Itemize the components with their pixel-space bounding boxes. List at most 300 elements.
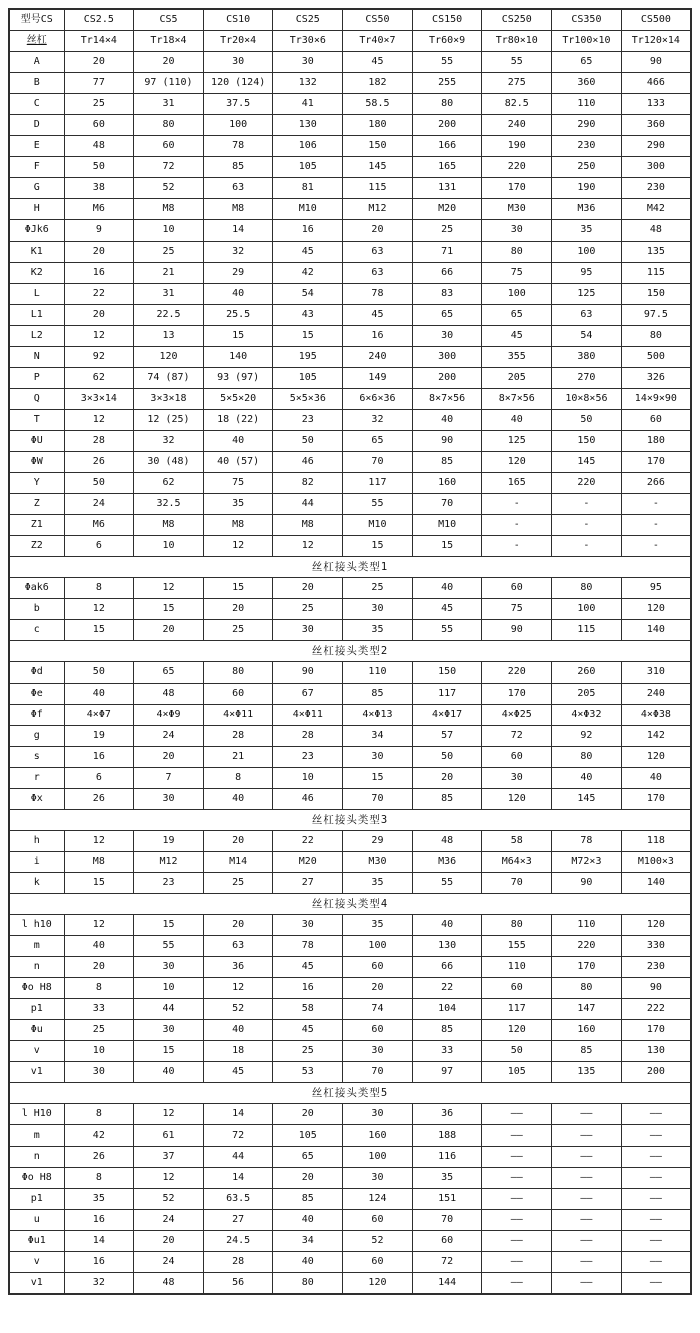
cell: 81 — [273, 178, 343, 199]
cell: 15 — [412, 536, 482, 557]
cell: 36 — [412, 1104, 482, 1125]
section-title-row — [9, 1083, 691, 1104]
cell: 70 — [343, 451, 413, 472]
cell: 145 — [343, 157, 413, 178]
cell: M12 — [343, 199, 413, 220]
table-row — [9, 220, 691, 241]
cell: 4×Φ25 — [482, 704, 552, 725]
row-label: Φo H8 — [9, 1167, 64, 1188]
table-row — [9, 136, 691, 157]
cell: 30 — [134, 957, 204, 978]
table-row — [9, 578, 691, 599]
cell: 10 — [134, 536, 204, 557]
cell: 100 — [343, 1146, 413, 1167]
section-title: 丝杠接头类型4 — [9, 893, 691, 914]
row-label: n — [9, 957, 64, 978]
cell: —— — [552, 1209, 622, 1230]
cell: 26 — [64, 788, 134, 809]
cell: 240 — [343, 346, 413, 367]
spec-table — [8, 8, 692, 1295]
row-label: v1 — [9, 1272, 64, 1294]
table-row — [9, 872, 691, 893]
cell: 80 — [552, 578, 622, 599]
row-label: Φak6 — [9, 578, 64, 599]
cell: 13 — [134, 325, 204, 346]
table-row — [9, 999, 691, 1020]
cell: 15 — [134, 1041, 204, 1062]
cell: 70 — [343, 1062, 413, 1083]
cell: 35 — [552, 220, 622, 241]
cell: 14 — [203, 1167, 273, 1188]
row-label: Φe — [9, 683, 64, 704]
cell: —— — [621, 1188, 691, 1209]
cell: 37.5 — [203, 94, 273, 115]
cell: 90 — [621, 52, 691, 73]
cell: 90 — [552, 872, 622, 893]
cell: 135 — [621, 241, 691, 262]
table-row — [9, 494, 691, 515]
cell: 20 — [412, 767, 482, 788]
cell: 55 — [343, 494, 413, 515]
cell: 50 — [64, 662, 134, 683]
cell: 14 — [203, 220, 273, 241]
cell: 78 — [273, 936, 343, 957]
table-row — [9, 704, 691, 725]
cell: 30 — [343, 599, 413, 620]
cell: 140 — [621, 872, 691, 893]
cell: - — [552, 494, 622, 515]
row-label: F — [9, 157, 64, 178]
cell: 60 — [134, 136, 204, 157]
cell: 4×Φ13 — [343, 704, 413, 725]
cell: 8 — [64, 578, 134, 599]
cell: 70 — [412, 1209, 482, 1230]
cell: 25 — [273, 1041, 343, 1062]
column-header: CS250 — [482, 9, 552, 31]
cell: 72 — [412, 1251, 482, 1272]
cell: 355 — [482, 346, 552, 367]
cell: 28 — [203, 1251, 273, 1272]
cell: 45 — [412, 599, 482, 620]
cell: 300 — [621, 157, 691, 178]
cell: 16 — [64, 262, 134, 283]
cell: 60 — [482, 978, 552, 999]
cell: 20 — [64, 52, 134, 73]
row-label: Φo H8 — [9, 978, 64, 999]
cell: 63 — [203, 936, 273, 957]
cell: 120 — [621, 746, 691, 767]
cell: 15 — [64, 872, 134, 893]
cell: 24 — [134, 1209, 204, 1230]
row-label: D — [9, 115, 64, 136]
cell: 8×7×56 — [412, 388, 482, 409]
cell: 266 — [621, 473, 691, 494]
cell: 38 — [64, 178, 134, 199]
cell: —— — [552, 1272, 622, 1294]
cell: 19 — [134, 830, 204, 851]
cell: 30 — [343, 746, 413, 767]
cell: 97 (110) — [134, 73, 204, 94]
cell: 78 — [203, 136, 273, 157]
table-row — [9, 957, 691, 978]
cell: 140 — [203, 346, 273, 367]
row-label: p1 — [9, 1188, 64, 1209]
table-row — [9, 325, 691, 346]
cell: 360 — [621, 115, 691, 136]
cell: 200 — [621, 1062, 691, 1083]
cell: 40 — [203, 788, 273, 809]
cell: 55 — [134, 936, 204, 957]
cell: M10 — [343, 515, 413, 536]
cell: 205 — [552, 683, 622, 704]
cell: 80 — [482, 241, 552, 262]
cell: —— — [552, 1125, 622, 1146]
cell: 44 — [273, 494, 343, 515]
cell: 80 — [273, 1272, 343, 1294]
cell: 105 — [482, 1062, 552, 1083]
cell: 55 — [482, 52, 552, 73]
table-row — [9, 304, 691, 325]
cell: 60 — [203, 683, 273, 704]
cell: 3×3×18 — [134, 388, 204, 409]
cell: 40 — [203, 283, 273, 304]
cell: 25 — [203, 872, 273, 893]
cell: 5×5×20 — [203, 388, 273, 409]
table-row — [9, 662, 691, 683]
cell: 125 — [552, 283, 622, 304]
cell: 20 — [203, 830, 273, 851]
cell: 142 — [621, 725, 691, 746]
cell: 115 — [343, 178, 413, 199]
row-label: T — [9, 409, 64, 430]
cell: 85 — [412, 788, 482, 809]
cell: 67 — [273, 683, 343, 704]
cell: 80 — [552, 978, 622, 999]
cell: 166 — [412, 136, 482, 157]
cell: 310 — [621, 662, 691, 683]
cell: 25 — [64, 94, 134, 115]
cell: 45 — [482, 325, 552, 346]
cell: 80 — [203, 662, 273, 683]
cell: M72×3 — [552, 851, 622, 872]
cell: 260 — [552, 662, 622, 683]
cell: 40 — [273, 1209, 343, 1230]
cell: 30 — [134, 1020, 204, 1041]
cell: 33 — [412, 1041, 482, 1062]
cell: M20 — [412, 199, 482, 220]
cell: 8 — [64, 1167, 134, 1188]
cell: 170 — [621, 451, 691, 472]
section-title-row — [9, 809, 691, 830]
cell: 16 — [64, 1209, 134, 1230]
cell: 45 — [273, 241, 343, 262]
cell: 72 — [203, 1125, 273, 1146]
cell: 80 — [412, 94, 482, 115]
cell: 85 — [273, 1188, 343, 1209]
cell: 6 — [64, 536, 134, 557]
cell: 50 — [552, 409, 622, 430]
table-row — [9, 1188, 691, 1209]
table-row — [9, 199, 691, 220]
spec-table-body — [9, 9, 691, 1294]
cell: 50 — [273, 430, 343, 451]
cell: 12 — [64, 830, 134, 851]
cell: 8×7×56 — [482, 388, 552, 409]
row-label: s — [9, 746, 64, 767]
cell: 30 — [482, 220, 552, 241]
cell: 35 — [343, 620, 413, 641]
cell: 200 — [412, 115, 482, 136]
cell: 34 — [273, 1230, 343, 1251]
table-row — [9, 367, 691, 388]
table-row — [9, 1251, 691, 1272]
cell: 117 — [412, 683, 482, 704]
column-header: CS350 — [552, 9, 622, 31]
cell: 45 — [273, 957, 343, 978]
cell: 90 — [482, 620, 552, 641]
cell: 120 — [482, 451, 552, 472]
row-label: c — [9, 620, 64, 641]
cell: 188 — [412, 1125, 482, 1146]
cell: 125 — [482, 430, 552, 451]
row-label: l H10 — [9, 1104, 64, 1125]
cell: 20 — [273, 1167, 343, 1188]
table-row — [9, 620, 691, 641]
cell: 52 — [134, 1188, 204, 1209]
row-label: v — [9, 1251, 64, 1272]
cell: 120 — [482, 1020, 552, 1041]
cell: 95 — [621, 578, 691, 599]
cell: 75 — [482, 599, 552, 620]
cell: 90 — [273, 662, 343, 683]
cell: 40 — [64, 936, 134, 957]
cell: 30 — [343, 1041, 413, 1062]
cell: 106 — [273, 136, 343, 157]
cell: 30 — [203, 52, 273, 73]
cell: 25 — [273, 599, 343, 620]
row-label: ΦU — [9, 430, 64, 451]
cell: 120 — [621, 599, 691, 620]
cell: 18 — [203, 1041, 273, 1062]
cell: Tr18×4 — [134, 31, 204, 52]
cell: 72 — [482, 725, 552, 746]
cell: 24 — [134, 725, 204, 746]
cell: —— — [482, 1104, 552, 1125]
cell: M10 — [273, 199, 343, 220]
cell: 151 — [412, 1188, 482, 1209]
cell: 20 — [64, 304, 134, 325]
row-label: Φd — [9, 662, 64, 683]
cell: 270 — [552, 367, 622, 388]
cell: 30 — [343, 1167, 413, 1188]
cell: 30 — [134, 788, 204, 809]
cell: 115 — [621, 262, 691, 283]
cell: 80 — [552, 746, 622, 767]
cell: Tr120×14 — [621, 31, 691, 52]
cell: —— — [621, 1251, 691, 1272]
cell: 110 — [552, 915, 622, 936]
cell: —— — [552, 1251, 622, 1272]
cell: 82.5 — [482, 94, 552, 115]
section-title-row — [9, 893, 691, 914]
table-row — [9, 346, 691, 367]
row-label: m — [9, 1125, 64, 1146]
cell: 115 — [552, 620, 622, 641]
cell: 24.5 — [203, 1230, 273, 1251]
table-row — [9, 283, 691, 304]
cell: - — [621, 494, 691, 515]
cell: Tr80×10 — [482, 31, 552, 52]
table-row — [9, 409, 691, 430]
cell: 16 — [273, 978, 343, 999]
cell: 63 — [203, 178, 273, 199]
table-row — [9, 1167, 691, 1188]
cell: 22 — [64, 283, 134, 304]
cell: 25 — [412, 220, 482, 241]
cell: 130 — [621, 1041, 691, 1062]
cell: 20 — [64, 241, 134, 262]
cell: 130 — [412, 936, 482, 957]
cell: 140 — [621, 620, 691, 641]
cell: 37 — [134, 1146, 204, 1167]
cell: M30 — [343, 851, 413, 872]
cell: 144 — [412, 1272, 482, 1294]
cell: 155 — [482, 936, 552, 957]
cell: 180 — [343, 115, 413, 136]
cell: 44 — [134, 999, 204, 1020]
cell: 120 — [343, 1272, 413, 1294]
row-label: k — [9, 872, 64, 893]
cell: 230 — [621, 178, 691, 199]
cell: M30 — [482, 199, 552, 220]
row-label: C — [9, 94, 64, 115]
cell: 80 — [134, 115, 204, 136]
cell: 50 — [412, 746, 482, 767]
cell: 135 — [552, 1062, 622, 1083]
cell: 85 — [343, 683, 413, 704]
cell: 190 — [482, 136, 552, 157]
cell: 160 — [343, 1125, 413, 1146]
cell: 32 — [203, 241, 273, 262]
table-row — [9, 115, 691, 136]
cell: 105 — [273, 367, 343, 388]
cell: M36 — [552, 199, 622, 220]
cell: 48 — [134, 1272, 204, 1294]
cell: 8 — [203, 767, 273, 788]
cell: 10 — [134, 220, 204, 241]
cell: 95 — [552, 262, 622, 283]
cell: - — [482, 536, 552, 557]
cell: 230 — [621, 957, 691, 978]
cell: 65 — [134, 662, 204, 683]
column-header: CS500 — [621, 9, 691, 31]
cell: 8 — [64, 1104, 134, 1125]
row-label: i — [9, 851, 64, 872]
cell: 110 — [552, 94, 622, 115]
cell: 45 — [273, 1020, 343, 1041]
cell: 60 — [343, 957, 413, 978]
cell: 200 — [412, 367, 482, 388]
cell: 25 — [203, 620, 273, 641]
cell: 23 — [134, 872, 204, 893]
row-label: ΦW — [9, 451, 64, 472]
row-label: L2 — [9, 325, 64, 346]
cell: 4×Φ11 — [203, 704, 273, 725]
cell: 50 — [482, 1041, 552, 1062]
cell: 150 — [412, 662, 482, 683]
cell: —— — [482, 1230, 552, 1251]
cell: 60 — [482, 746, 552, 767]
cell: 105 — [273, 1125, 343, 1146]
cell: 34 — [343, 725, 413, 746]
cell: 12 — [273, 536, 343, 557]
cell: 40 — [621, 767, 691, 788]
cell: —— — [621, 1167, 691, 1188]
table-row — [9, 430, 691, 451]
cell: 132 — [273, 73, 343, 94]
cell: 58.5 — [343, 94, 413, 115]
cell: 63.5 — [203, 1188, 273, 1209]
cell: 65 — [412, 304, 482, 325]
row-label: Z — [9, 494, 64, 515]
cell: —— — [621, 1272, 691, 1294]
cell: 35 — [203, 494, 273, 515]
cell: 15 — [134, 915, 204, 936]
cell: 150 — [343, 136, 413, 157]
cell: - — [482, 494, 552, 515]
cell: 20 — [273, 1104, 343, 1125]
cell: 10 — [273, 767, 343, 788]
cell: 104 — [412, 999, 482, 1020]
table-row — [9, 1020, 691, 1041]
cell: 50 — [64, 157, 134, 178]
cell: 55 — [412, 52, 482, 73]
cell: 20 — [134, 1230, 204, 1251]
cell: 40 — [482, 409, 552, 430]
cell: 28 — [273, 725, 343, 746]
cell: 63 — [343, 241, 413, 262]
cell: 40 — [203, 1020, 273, 1041]
row-label: b — [9, 599, 64, 620]
cell: 20 — [203, 915, 273, 936]
table-row — [9, 767, 691, 788]
cell: M10 — [412, 515, 482, 536]
cell: 147 — [552, 999, 622, 1020]
cell: 40 — [273, 1251, 343, 1272]
table-row — [9, 978, 691, 999]
table-row — [9, 851, 691, 872]
cell: 4×Φ32 — [552, 704, 622, 725]
row-label: ΦJk6 — [9, 220, 64, 241]
table-row — [9, 94, 691, 115]
cell: 63 — [343, 262, 413, 283]
cell: 110 — [482, 957, 552, 978]
cell: 180 — [621, 430, 691, 451]
cell: 15 — [343, 767, 413, 788]
cell: 52 — [343, 1230, 413, 1251]
cell: Tr20×4 — [203, 31, 273, 52]
row-label: g — [9, 725, 64, 746]
cell: 20 — [64, 957, 134, 978]
cell: 15 — [64, 620, 134, 641]
cell: M42 — [621, 199, 691, 220]
cell: 63 — [552, 304, 622, 325]
cell: 30 — [273, 915, 343, 936]
table-row — [9, 1104, 691, 1125]
section-title: 丝杠接头类型5 — [9, 1083, 691, 1104]
cell: M20 — [273, 851, 343, 872]
cell: 380 — [552, 346, 622, 367]
